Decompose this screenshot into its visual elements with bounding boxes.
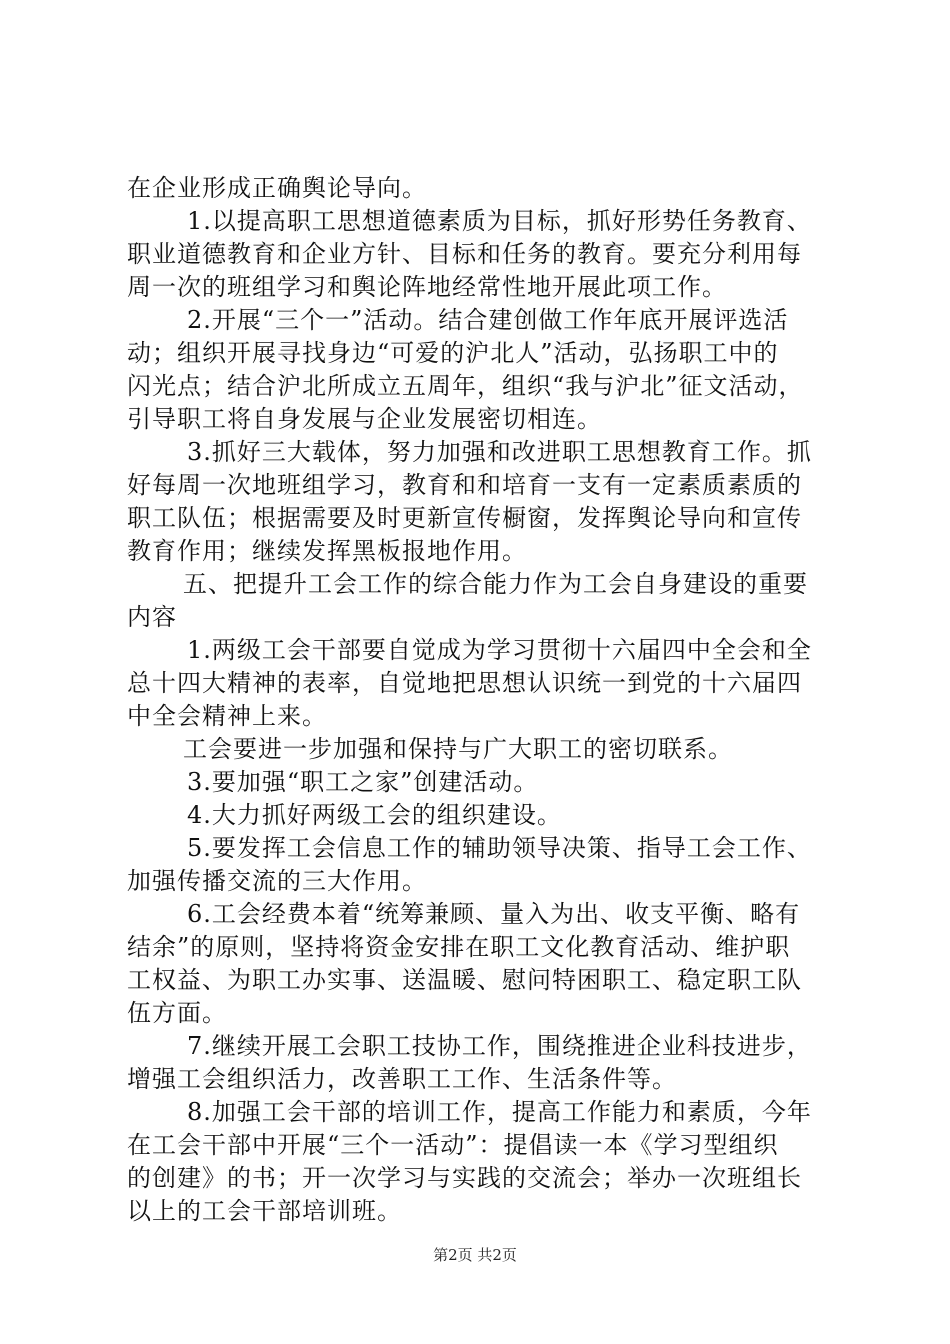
text-line: 内容 <box>127 603 177 631</box>
text-line: 3.抓好三大载体，努力加强和改进职工思想教育工作。抓 <box>187 438 812 466</box>
text-line: 以上的工会干部培训班。 <box>127 1197 402 1225</box>
text-line: 工权益、为职工办实事、送温暖、慰问特困职工、稳定职工队 <box>127 966 802 994</box>
text-line: 好每周一次地班组学习，教育和和培育一支有一定素质素质的 <box>127 471 802 499</box>
text-line: 5.要发挥工会信息工作的辅助领导决策、指导工会工作、 <box>187 834 812 862</box>
page-footer: 第2页 共2页 <box>433 1246 517 1264</box>
text-line: 职工队伍；根据需要及时更新宣传橱窗，发挥舆论导向和宣传 <box>127 504 802 532</box>
text-line: 结余”的原则，坚持将资金安排在职工文化教育活动、维护职 <box>127 933 791 961</box>
text-line: 6.工会经费本着“统筹兼顾、量入为出、收支平衡、略有 <box>187 900 801 928</box>
text-line: 引导职工将自身发展与企业发展密切相连。 <box>127 405 602 433</box>
text-line: 五、把提升工会工作的综合能力作为工会自身建设的重要 <box>183 570 808 598</box>
text-line: 总十四大精神的表率，自觉地把思想认识统一到党的十六届四 <box>127 669 802 697</box>
text-line: 工会要进一步加强和保持与广大职工的密切联系。 <box>183 735 733 763</box>
text-line: 中全会精神上来。 <box>127 702 327 730</box>
text-line: 7.继续开展工会职工技协工作，围绕推进企业科技进步， <box>187 1032 812 1060</box>
text-line: 在企业形成正确舆论导向。 <box>127 174 427 202</box>
text-line: 伍方面。 <box>127 999 227 1027</box>
text-line: 3.要加强“职工之家”创建活动。 <box>187 768 539 796</box>
text-line: 1.以提高职工思想道德素质为目标，抓好形势任务教育、 <box>187 207 812 235</box>
text-line: 的创建》的书；开一次学习与实践的交流会；举办一次班组长 <box>127 1164 802 1192</box>
text-line: 动；组织开展寻找身边“可爱的沪北人”活动，弘扬职工中的 <box>127 339 779 367</box>
text-line: 增强工会组织活力，改善职工工作、生活条件等。 <box>127 1065 677 1093</box>
text-line: 2.开展“三个一”活动。结合建创做工作年底开展评选活 <box>187 306 789 334</box>
document-body <box>127 172 835 1228</box>
text-line: 1.两级工会干部要自觉成为学习贯彻十六届四中全会和全 <box>187 636 812 664</box>
text-line: 在工会干部中开展“三个一活动”：提倡读一本《学习型组织 <box>127 1131 779 1159</box>
text-line: 加强传播交流的三大作用。 <box>127 867 427 895</box>
text-line: 教育作用；继续发挥黑板报地作用。 <box>127 537 527 565</box>
text-line: 闪光点；结合沪北所成立五周年，组织“我与沪北”征文活动， <box>127 372 804 400</box>
text-line: 4.大力抓好两级工会的组织建设。 <box>187 801 562 829</box>
text-line: 周一次的班组学习和舆论阵地经常性地开展此项工作。 <box>127 273 727 301</box>
text-line: 职业道德教育和企业方针、目标和任务的教育。要充分利用每 <box>127 240 802 268</box>
text-line: 8.加强工会干部的培训工作，提高工作能力和素质，今年 <box>187 1098 812 1126</box>
